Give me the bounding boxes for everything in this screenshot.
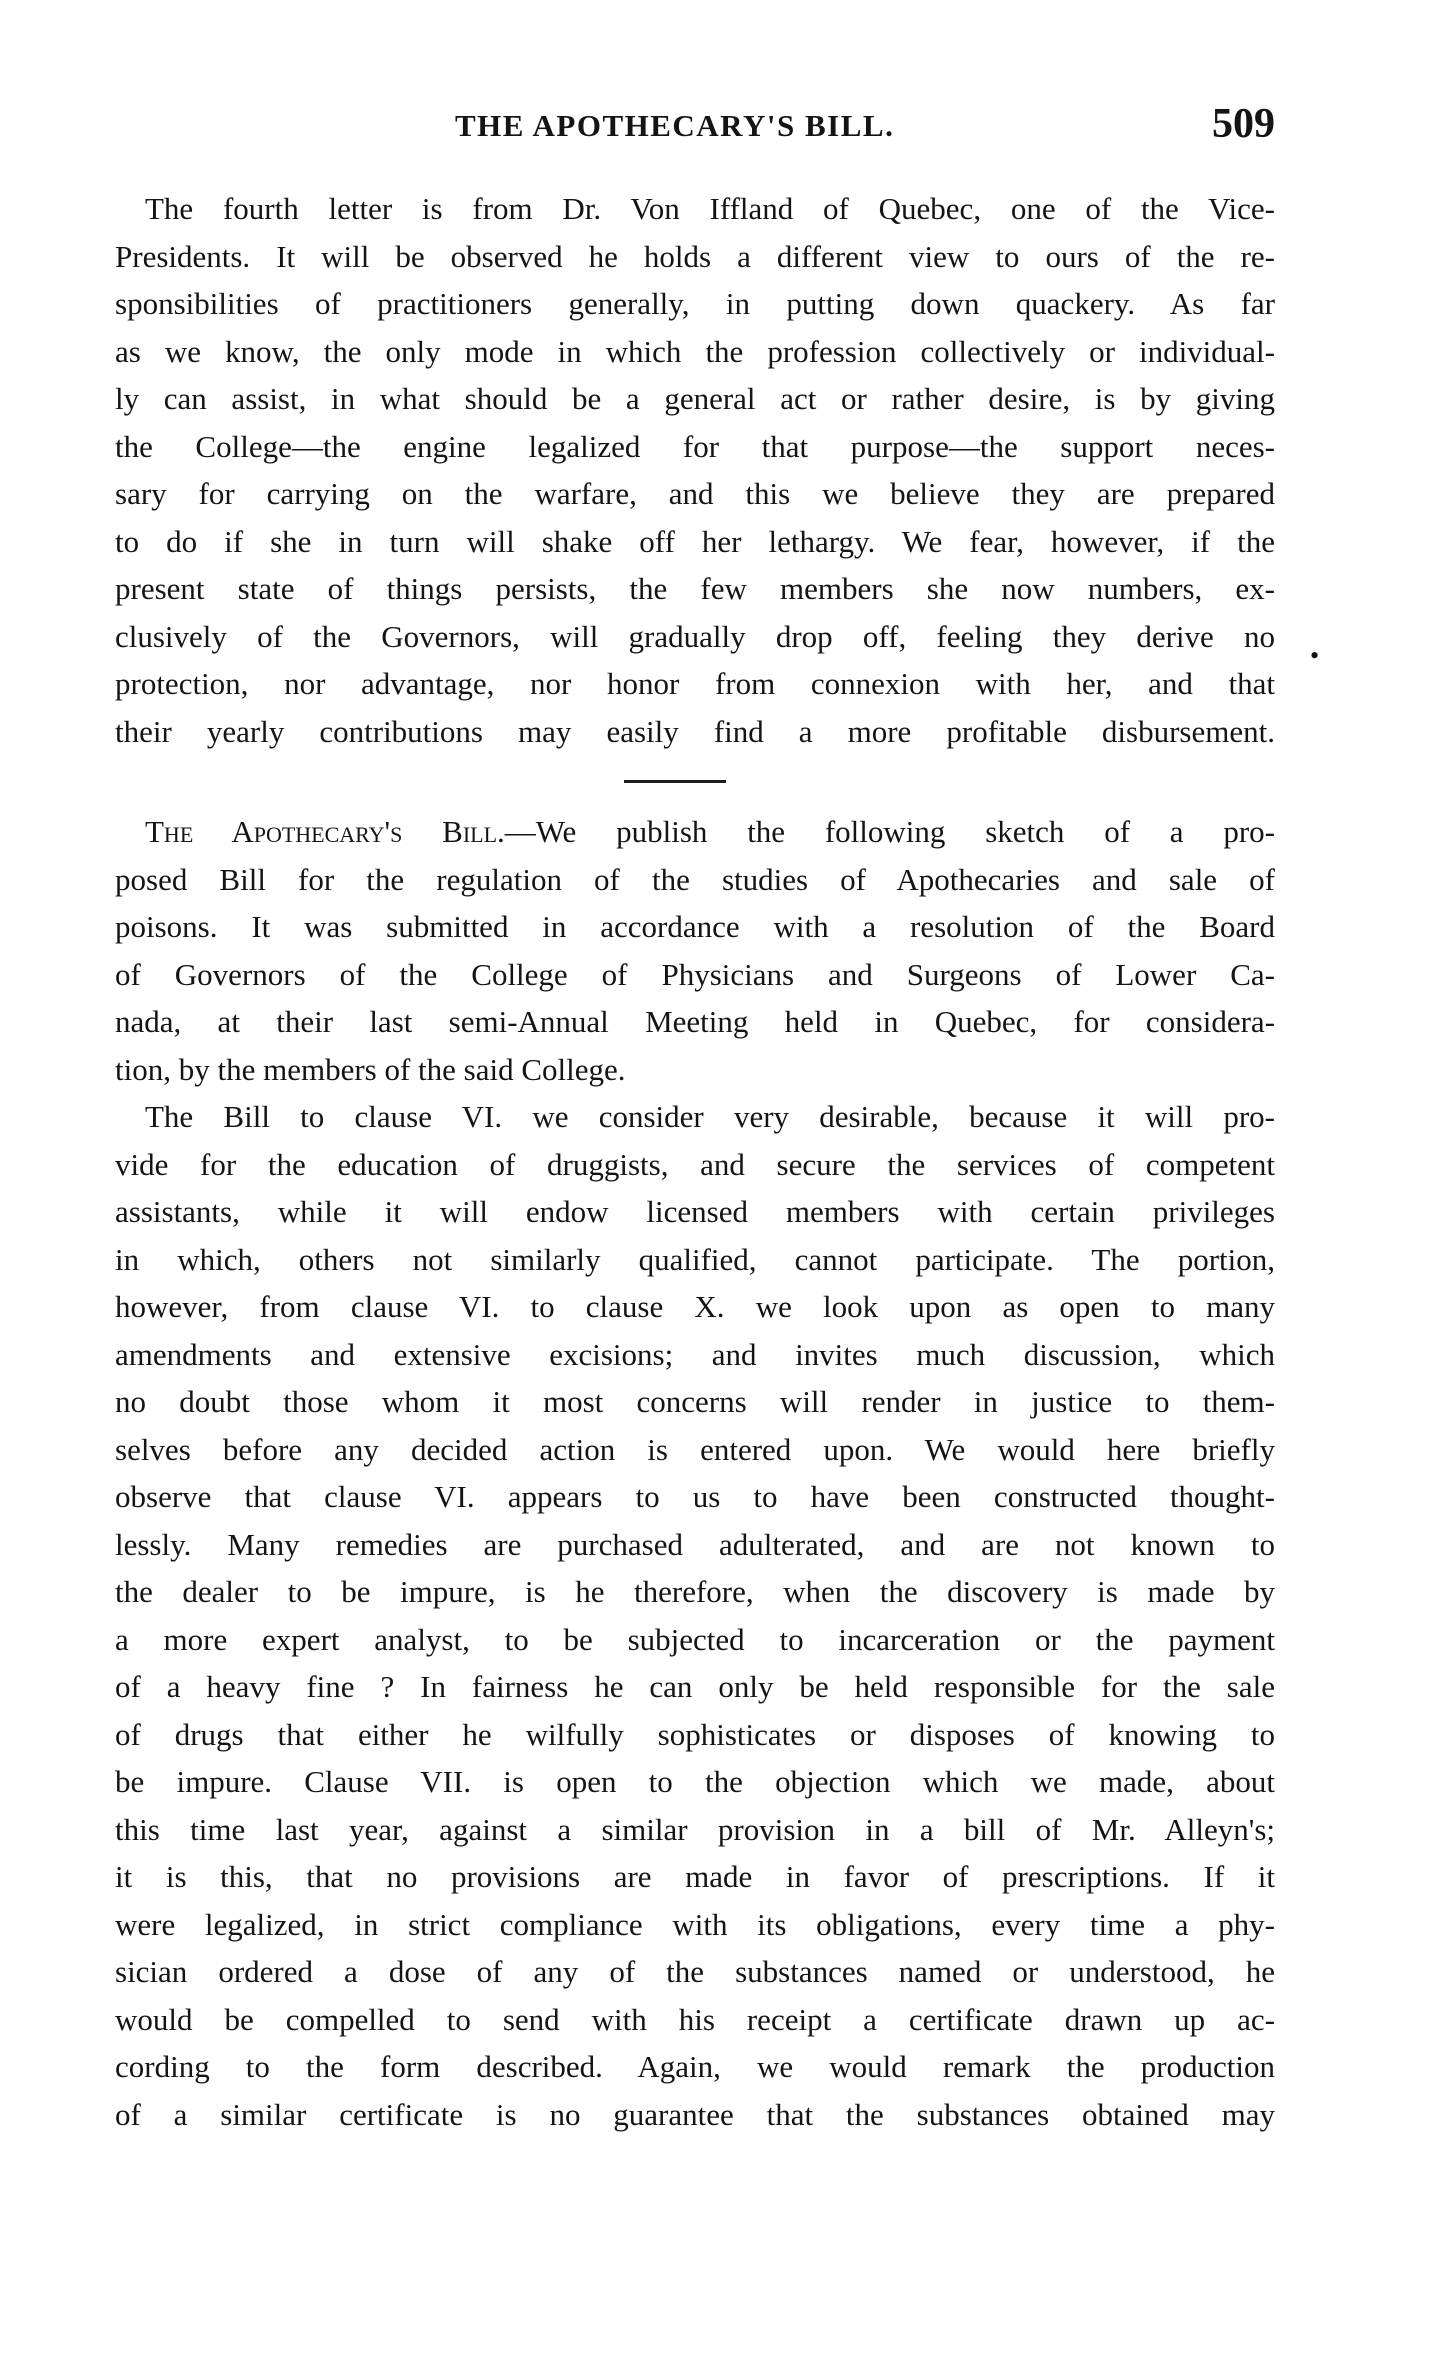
text-line: present state of things persists, the few members she now numbers, ex- [115, 571, 1275, 606]
running-title: THE APOTHECARY'S BILL. [455, 108, 895, 143]
text-line: cording to the form described. Again, we would remark the production [115, 2049, 1275, 2084]
text-line: as we know, the only mode in which the profession collectively or individual- [115, 333, 1275, 369]
text-line: tion, by the members of the said College. [115, 1051, 626, 1087]
text-line: be impure. Clause VII. is open to the objection which we made, about [115, 1764, 1275, 1799]
text-line: this time last year, against a similar provision in a bill of Mr. Alleyn's; [115, 1811, 1275, 1847]
article-one [115, 185, 1275, 755]
text-line: vide for the education of druggists, and secure the services of competent [115, 1146, 1275, 1182]
text-line: in which, others not similarly qualified, cannot participate. The portion, [115, 1241, 1275, 1277]
text-line: Presidents. It will be observed he holds a different view to ours of the re- [115, 238, 1275, 274]
text-line: the dealer to be impure, is he therefore, when the discovery is made by [115, 1574, 1275, 1609]
article-heading: The Apothecary's Bill. [145, 814, 505, 849]
text-line: would be compelled to send with his receipt a certificate drawn up ac- [115, 2001, 1275, 2037]
text-line: amendments and extensive excisions; and invites much discussion, which [115, 1336, 1275, 1372]
text-line: observe that clause VI. appears to us to have been constructed thought- [115, 1479, 1275, 1514]
text-line: The fourth letter is from Dr. Von Iffland of Quebec, one of the Vice- [145, 191, 1275, 226]
text-line-rest: —We publish the following sketch of a pro- [504, 814, 1275, 849]
text-line: assistants, while it will endow licensed members with certain privileges [115, 1194, 1275, 1229]
text-line: clusively of the Governors, will gradually drop off, feeling they derive no [115, 618, 1275, 654]
text-line: the College—the engine legalized for that purpose—the support neces- [115, 428, 1275, 464]
text-line: of Governors of the College of Physicians and Surgeons of Lower Ca- [115, 956, 1275, 992]
text-line: of a similar certificate is no guarantee that the substances obtained may [115, 2096, 1275, 2132]
text-line: it is this, that no provisions are made in favor of prescriptions. If it [115, 1859, 1275, 1894]
text-line: selves before any decided action is entered upon. We would here briefly [115, 1431, 1275, 1467]
running-head [115, 100, 1275, 160]
text-line: sician ordered a dose of any of the substances named or understood, he [115, 1954, 1275, 1989]
text-line: poisons. It was submitted in accordance with a resolution of the Board [115, 909, 1275, 944]
text-line: sponsibilities of practitioners generally, in putting down quackery. As far [115, 286, 1275, 321]
text-line: sary for carrying on the warfare, and this we believe they are prepared [115, 476, 1275, 511]
section-divider [624, 780, 726, 783]
article-two [115, 808, 1275, 2138]
text-line: however, from clause VI. to clause X. we look upon as open to many [115, 1289, 1275, 1324]
text-line: protection, nor advantage, nor honor from connexion with her, and that [115, 666, 1275, 701]
text-line: ly can assist, in what should be a general act or rather desire, is by giving [115, 381, 1275, 416]
text-line: of a heavy fine ? In fairness he can only be held responsible for the sale [115, 1669, 1275, 1704]
text-line: nada, at their last semi-Annual Meeting held in Quebec, for considera- [115, 1004, 1275, 1039]
text-line: their yearly contributions may easily find a more profitable disbursement. [115, 713, 1275, 749]
text-line: lessly. Many remedies are purchased adulterated, and are not known to [115, 1526, 1275, 1562]
margin-mark: • [1310, 641, 1320, 670]
text-line: of drugs that either he wilfully sophisticates or disposes of knowing to [115, 1716, 1275, 1752]
page-number: 509 [1212, 101, 1275, 147]
text-line: to do if she in turn will shake off her lethargy. We fear, however, if the [115, 523, 1275, 559]
text-line: a more expert analyst, to be subjected to incarceration or the payment [115, 1621, 1275, 1657]
text-line: no doubt those whom it most concerns will render in justice to them- [115, 1384, 1275, 1419]
article-heading-line [115, 808, 1275, 856]
text-line: The Bill to clause VI. we consider very desirable, because it will pro- [145, 1099, 1275, 1134]
text-line: were legalized, in strict compliance with its obligations, every time a phy- [115, 1906, 1275, 1942]
text-line: posed Bill for the regulation of the studies of Apothecaries and sale of [115, 861, 1275, 897]
